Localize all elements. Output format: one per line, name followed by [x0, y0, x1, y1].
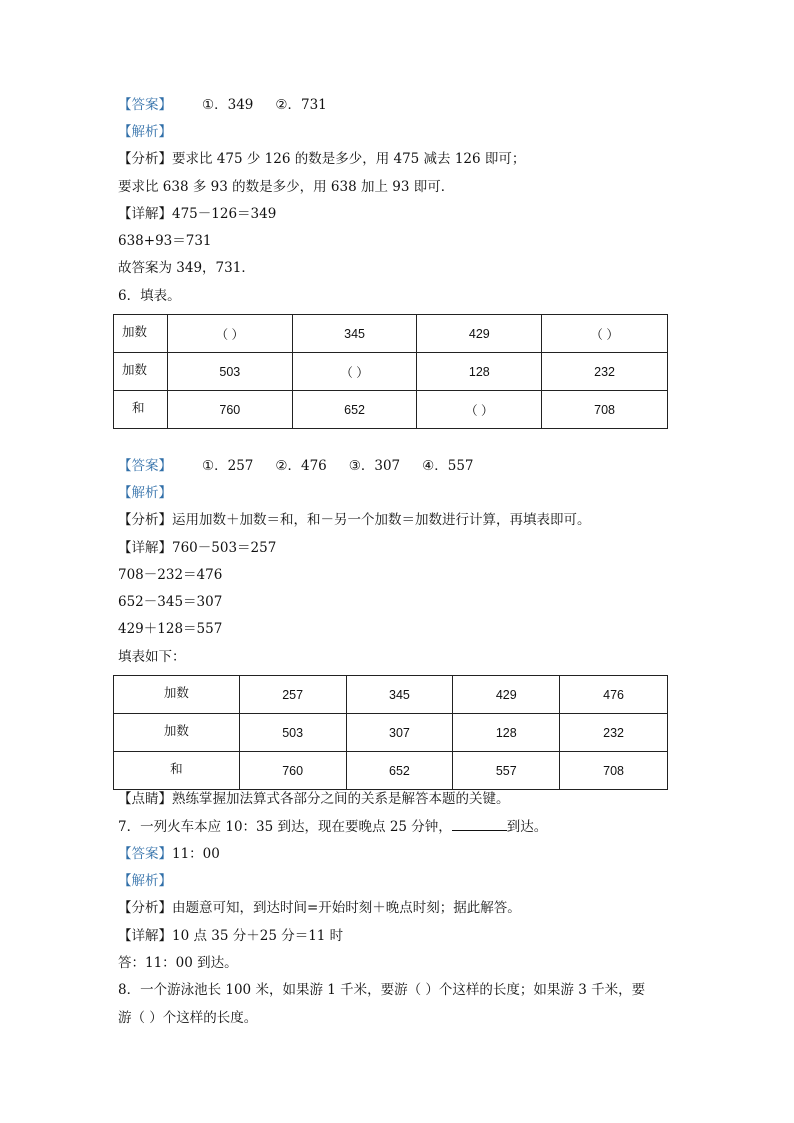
- table-row: [114, 752, 668, 790]
- q6-fenxi-line: [118, 510, 591, 530]
- table-cell: （ ）: [417, 391, 542, 429]
- table-row: [114, 714, 668, 752]
- answer-4: ④．557: [422, 458, 474, 474]
- table-cell: 307: [346, 714, 453, 752]
- table-cell: 345: [292, 315, 417, 353]
- q7-xiangjie-line: [118, 926, 343, 946]
- q6-calc-2: 708－232＝476: [118, 567, 223, 583]
- q7-question-after: 到达。: [506, 819, 548, 835]
- fenxi-text: 由题意可知，到达时间=开始时刻＋晚点时刻；据此解答。: [172, 900, 521, 916]
- row-label: 和: [114, 752, 240, 790]
- xiangjie-tag: 【详解】: [118, 206, 172, 222]
- answer-3: ③．307: [348, 458, 401, 474]
- answer-tag: 【答案】: [118, 97, 172, 113]
- table-cell: 232: [560, 714, 668, 752]
- calc-1: 760－503＝257: [172, 540, 277, 556]
- q6-title: 6．填表。: [118, 288, 181, 304]
- table-cell: 652: [292, 391, 417, 429]
- dianjing-tag: 【点睛】: [118, 791, 172, 807]
- fenxi-text: 运用加数＋加数＝和，和－另一个加数＝加数进行计算，再填表即可。: [172, 512, 591, 528]
- table-cell: 708: [542, 391, 668, 429]
- q6-filled-table: [113, 675, 668, 790]
- row-label: 加数: [114, 676, 240, 714]
- q6-calc-4: 429＋128＝557: [118, 621, 223, 637]
- q6-calc-3: 652－345＝307: [118, 594, 223, 610]
- q5-fenxi-line2: 要求比 638 多 93 的数是多少，用 638 加上 93 即可．: [118, 179, 455, 195]
- table-cell: 345: [346, 676, 453, 714]
- q6-answer-line: [118, 456, 474, 476]
- q5-analysis-tag: 【解析】: [118, 124, 172, 140]
- table-cell: （ ）: [167, 315, 292, 353]
- dianjing-text: 熟练掌握加法算式各部分之间的关系是解答本题的关键。: [172, 791, 510, 807]
- table-cell: 429: [453, 676, 560, 714]
- q7-fenxi-line: [118, 898, 521, 918]
- table-cell: 760: [167, 391, 292, 429]
- fenxi-tag: 【分析】: [118, 900, 172, 916]
- fenxi-text: 要求比 475 少 126 的数是多少，用 475 减去 126 即可；: [172, 151, 526, 167]
- q7-reply: 答：11：00 到达。: [118, 955, 238, 971]
- table-row: [114, 315, 668, 353]
- row-label: 加数: [114, 353, 168, 391]
- table-cell: 429: [417, 315, 542, 353]
- row-label: 加数: [114, 315, 168, 353]
- table-cell: 760: [239, 752, 346, 790]
- q7-question: [118, 817, 547, 837]
- answer-1: ①．257: [202, 458, 254, 474]
- table-cell: 232: [542, 353, 668, 391]
- xiangjie-tag: 【详解】: [118, 540, 172, 556]
- q5-conclusion: 故答案为 349，731．: [118, 260, 255, 276]
- table-cell: 257: [239, 676, 346, 714]
- table-cell: 128: [417, 353, 542, 391]
- table-row: [114, 391, 668, 429]
- table-cell: 476: [560, 676, 668, 714]
- q5-xiangjie-line: [118, 204, 276, 224]
- answer-1: ①．349: [202, 97, 254, 113]
- answer-2: ②．731: [275, 97, 327, 113]
- answer-blank: [452, 818, 507, 831]
- calc-1: 10 点 35 分＋25 分＝11 时: [172, 928, 344, 944]
- q6-dianjing-line: [118, 789, 510, 809]
- q6-xiangjie-line: [118, 538, 276, 558]
- fenxi-tag: 【分析】: [118, 512, 172, 528]
- table-cell: 557: [453, 752, 560, 790]
- xiangjie-tag: 【详解】: [118, 928, 172, 944]
- table-cell: （ ）: [542, 315, 668, 353]
- answer-tag: 【答案】: [118, 846, 172, 862]
- table-cell: 503: [239, 714, 346, 752]
- q5-fenxi-line: [118, 149, 525, 169]
- q6-fill-intro: 填表如下：: [118, 649, 186, 665]
- table-row: [114, 676, 668, 714]
- calc-1: 475－126＝349: [172, 206, 277, 222]
- q7-question-before: 7．一列火车本应 10：35 到达，现在要晚点 25 分钟，: [118, 819, 452, 835]
- q6-question-table: [113, 314, 668, 429]
- q8-line-2: 游（ ）个这样的长度。: [118, 1010, 258, 1026]
- row-label: 和: [114, 391, 168, 429]
- answer-1: 11：00: [172, 846, 220, 862]
- q7-analysis-tag: 【解析】: [118, 873, 172, 889]
- table-row: [114, 353, 668, 391]
- q7-answer-line: [118, 844, 220, 864]
- row-label: 加数: [114, 714, 240, 752]
- table-cell: 503: [167, 353, 292, 391]
- table-cell: （ ）: [292, 353, 417, 391]
- q8-line-1: 8．一个游泳池长 100 米，如果游 1 千米，要游（ ）个这样的长度；如果游 3 千米，要: [118, 982, 646, 998]
- table-cell: 128: [453, 714, 560, 752]
- fenxi-tag: 【分析】: [118, 151, 172, 167]
- table-cell: 652: [346, 752, 453, 790]
- q6-analysis-tag: 【解析】: [118, 485, 172, 501]
- q5-calc-2: 638+93＝731: [118, 233, 212, 249]
- table-cell: 708: [560, 752, 668, 790]
- answer-2: ②．476: [275, 458, 327, 474]
- q5-answer-line: [118, 95, 327, 115]
- answer-tag: 【答案】: [118, 458, 172, 474]
